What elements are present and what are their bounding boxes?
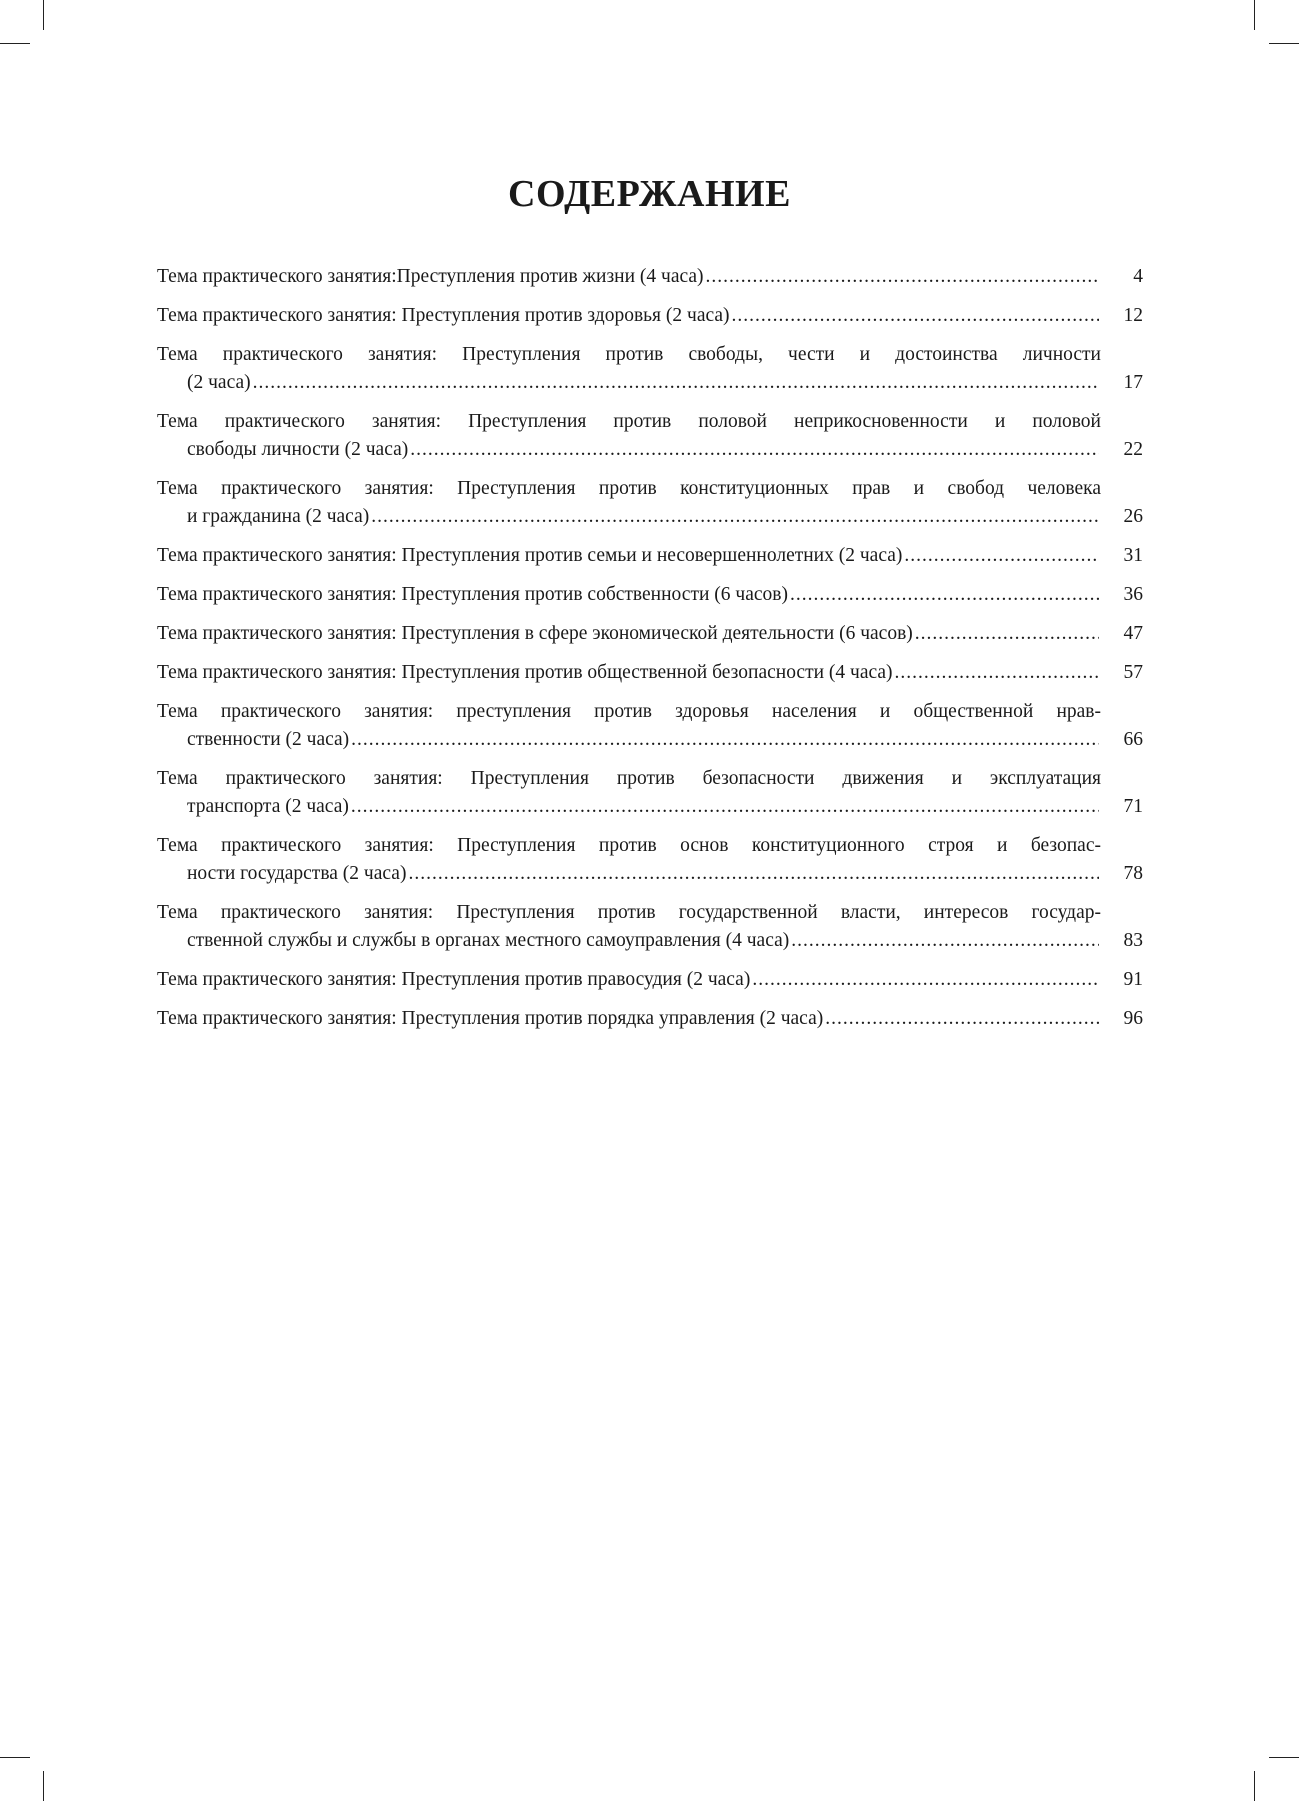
toc-entry-last-line — [157, 1005, 1101, 1033]
crop-mark-bottom-left-horizontal — [0, 1757, 30, 1758]
toc-entry-last-line — [157, 793, 1101, 821]
crop-mark-top-left-horizontal — [0, 43, 30, 44]
toc-entry-title-line: транспорта (2 часа) — [187, 796, 349, 817]
dot-leader — [371, 503, 1099, 531]
toc-entry[interactable] — [157, 659, 1143, 687]
toc-entry[interactable] — [157, 408, 1143, 464]
toc-page-number: 22 — [1123, 439, 1143, 460]
toc-entry-last-line — [157, 503, 1101, 531]
toc-page-number: 12 — [1123, 305, 1143, 326]
toc-entry-last-line — [157, 302, 1101, 330]
toc-entry-title-line: Тема практического занятия: Преступления против общественной безопасности (4 часа) — [157, 662, 893, 683]
toc-entry[interactable] — [157, 1005, 1143, 1033]
toc-entry-title-line: Тема практического занятия: Преступления против семьи и несовершеннолетних (2 часа) — [157, 545, 903, 566]
toc-entry-title-line: свободы личности (2 часа) — [187, 439, 409, 460]
toc-entry-title-line: Тема практического занятия: Преступления против безопасности движения и эксплуатация — [157, 768, 1101, 789]
dot-leader — [732, 302, 1099, 330]
toc-page-number: 78 — [1123, 863, 1143, 884]
toc-entry[interactable] — [157, 302, 1143, 330]
toc-entry[interactable] — [157, 765, 1143, 821]
dot-leader — [904, 542, 1099, 570]
toc-page-number: 4 — [1133, 266, 1143, 287]
toc-page-number: 91 — [1123, 969, 1143, 990]
toc-entry-title-line: Тема практического занятия: Преступления против порядка управления (2 часа) — [157, 1008, 824, 1029]
toc-entry-title-line: Тема практического занятия: Преступления против государственной власти, интересов государ- — [157, 902, 1101, 923]
crop-mark-top-left-vertical — [43, 0, 44, 30]
toc-page-number: 66 — [1123, 729, 1143, 750]
toc-entry-title-line: Тема практического занятия: Преступления против половой неприкосновенности и половой — [157, 411, 1101, 432]
toc-page-number: 31 — [1123, 545, 1143, 566]
toc-entry-last-line — [157, 369, 1101, 397]
toc-entry-title-line: ности государства (2 часа) — [187, 863, 407, 884]
toc-entry-last-line — [157, 726, 1101, 754]
crop-mark-bottom-right-vertical — [1254, 1771, 1255, 1801]
toc-entry-title-line: Тема практического занятия: Преступления против свободы, чести и достоинства личности — [157, 344, 1101, 365]
dot-leader — [351, 726, 1099, 754]
toc-entry[interactable] — [157, 542, 1143, 570]
toc-entry-last-line — [157, 263, 1101, 291]
toc-entry-title-line: (2 часа) — [187, 372, 251, 393]
toc-page-number: 26 — [1123, 506, 1143, 527]
toc-page-number: 57 — [1123, 662, 1143, 683]
toc-entry-title-line: ственности (2 часа) — [187, 729, 350, 750]
toc-entry-title-line: Тема практического занятия:Преступления против жизни (4 часа) — [157, 266, 704, 287]
table-of-contents — [157, 263, 1143, 1044]
dot-leader — [790, 581, 1099, 609]
toc-entry-title-line: Тема практического занятия: Преступления против конституционных прав и свобод человека — [157, 478, 1101, 499]
toc-entry-title-line: и гражданина (2 часа) — [187, 506, 370, 527]
toc-entry-last-line — [157, 927, 1101, 955]
toc-entry-last-line — [157, 659, 1101, 687]
toc-entry-last-line — [157, 620, 1101, 648]
toc-entry-title-line: Тема практического занятия: Преступления против основ конституционного строя и безопас- — [157, 835, 1101, 856]
toc-entry[interactable] — [157, 832, 1143, 888]
dot-leader — [791, 927, 1099, 955]
toc-entry-title-line: Тема практического занятия: Преступления в сфере экономической деятельности (6 часов) — [157, 623, 913, 644]
toc-entry-title-line: ственной службы и службы в органах местного самоуправления (4 часа) — [187, 930, 790, 951]
toc-entry-title-line: Тема практического занятия: Преступления против собственности (6 часов) — [157, 584, 788, 605]
toc-entry-last-line — [157, 966, 1101, 994]
crop-mark-top-right-horizontal — [1269, 43, 1299, 44]
toc-page-number: 36 — [1123, 584, 1143, 605]
toc-entry[interactable] — [157, 581, 1143, 609]
crop-mark-bottom-left-vertical — [43, 1771, 44, 1801]
toc-page-number: 17 — [1123, 372, 1143, 393]
toc-page-number: 47 — [1123, 623, 1143, 644]
toc-entry-last-line — [157, 581, 1101, 609]
toc-entry-title-line: Тема практического занятия: преступления против здоровья населения и общественной нрав- — [157, 701, 1101, 722]
toc-entry-last-line — [157, 436, 1101, 464]
toc-entry[interactable] — [157, 341, 1143, 397]
page-title: СОДЕРЖАНИЕ — [508, 173, 791, 215]
toc-entry-title-line: Тема практического занятия: Преступления против правосудия (2 часа) — [157, 969, 751, 990]
toc-entry[interactable] — [157, 263, 1143, 291]
toc-entry-last-line — [157, 860, 1101, 888]
dot-leader — [351, 793, 1099, 821]
toc-entry[interactable] — [157, 620, 1143, 648]
toc-entry-last-line — [157, 542, 1101, 570]
dot-leader — [825, 1005, 1099, 1033]
crop-mark-top-right-vertical — [1254, 0, 1255, 30]
crop-mark-bottom-right-horizontal — [1269, 1757, 1299, 1758]
dot-leader — [706, 263, 1099, 291]
toc-entry[interactable] — [157, 899, 1143, 955]
dot-leader — [895, 659, 1099, 687]
dot-leader — [915, 620, 1099, 648]
toc-entry-title-line: Тема практического занятия: Преступления против здоровья (2 часа) — [157, 305, 730, 326]
dot-leader — [253, 369, 1099, 397]
toc-page-number: 83 — [1123, 930, 1143, 951]
toc-entry[interactable] — [157, 475, 1143, 531]
dot-leader — [752, 966, 1099, 994]
toc-entry[interactable] — [157, 966, 1143, 994]
dot-leader — [410, 436, 1099, 464]
toc-page-number: 71 — [1123, 796, 1143, 817]
dot-leader — [408, 860, 1099, 888]
toc-entry[interactable] — [157, 698, 1143, 754]
toc-page-number: 96 — [1123, 1008, 1143, 1029]
